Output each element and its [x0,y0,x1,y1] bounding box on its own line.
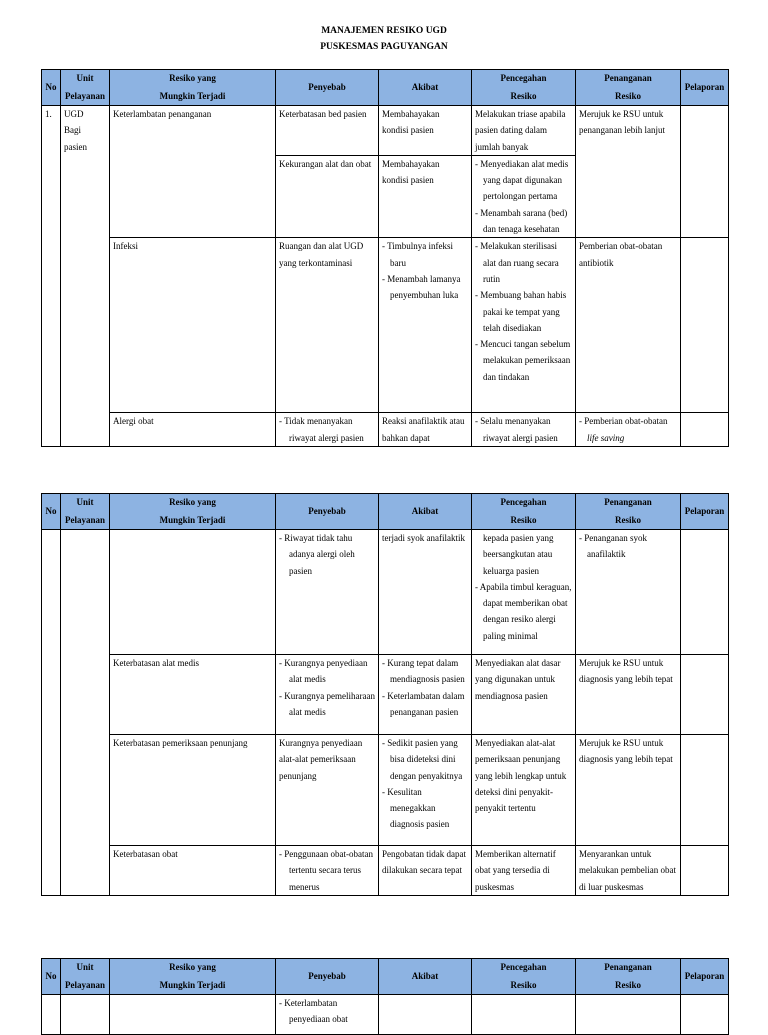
table-row [42,530,729,655]
cell-penyebab: - Penggunaan obat-obatan tertentu secara terus menerus [276,846,379,896]
header-penyebab: Penyebab [276,959,379,995]
cell-pelaporan [681,530,729,655]
cell-penyebab: - Riwayat tidak tahu adanya alergi oleh pasien [276,530,379,655]
table-row [42,995,729,1035]
header-resiko: Resiko yang Mungkin Terjadi [110,494,276,530]
cell-penanganan [576,995,681,1035]
cell-resiko: Keterlambatan penanganan [110,106,276,238]
cell-akibat: Membahayakan kondisi pasien [379,106,472,156]
header-resiko: Resiko yang Mungkin Terjadi [110,959,276,995]
cell-penyebab: - Keterlambatan penyediaan obat [276,995,379,1035]
table-row [42,655,729,735]
cell-resiko: Infeksi [110,238,276,413]
cell-resiko [110,530,276,655]
table-row [42,735,729,846]
header-penanganan: Penanganan Resiko [576,959,681,995]
cell-akibat: - Sedikit pasien yang bisa dideteksi dini dengan penyakitnya - Kesulitan menegakkan diagnosis pasien [379,735,472,846]
cell-akibat: - Timbulnya infeksi baru - Menambah lamanya penyembuhan luka [379,238,472,413]
cell-pencegahan: kepada pasien yang beersangkutan atau keluarga pasien - Apabila timbul keraguan, dapat memberikan obat dengan resiko alergi paling minimal [472,530,576,655]
cell-penanganan: Merujuk ke RSU untuk penanganan lebih lanjut [576,106,681,238]
cell-penyebab: - Tidak menanyakan riwayat alergi pasien [276,413,379,447]
header-pelaporan: Pelaporan [681,494,729,530]
risk-table-1 [41,69,729,447]
document-title: MANAJEMEN RESIKO UGD [321,26,447,36]
table-row [42,413,729,447]
cell-pelaporan [681,735,729,846]
cell-pencegahan: - Menyediakan alat medis yang dapat digunakan pertolongan pertama - Menambah sarana (bed) dan tenaga kesehatan [472,155,576,237]
table-header-row [42,959,729,995]
table-row [42,238,729,413]
table-header-row [42,494,729,530]
header-pencegahan: Pencegahan Resiko [472,494,576,530]
header-no: No [42,959,61,995]
cell-akibat: Reaksi anafilaktik atau bahkan dapat [379,413,472,447]
cell-penyebab: Keterbatasan bed pasien [276,106,379,156]
cell-no: 1. [42,106,61,447]
header-akibat: Akibat [379,494,472,530]
cell-penanganan: Menyarankan untuk melakukan pembelian obat di luar puskesmas [576,846,681,896]
cell-akibat: Pengobatan tidak dapat dilakukan secara tepat [379,846,472,896]
cell-no [42,995,61,1035]
table-header-row [42,70,729,106]
cell-penyebab: Kurangnya penyediaan alat-alat pemeriksaan penunjang [276,735,379,846]
header-unit: Unit Pelayanan [61,959,110,995]
cell-resiko: Keterbatasan pemeriksaan penunjang [110,735,276,846]
cell-akibat [379,995,472,1035]
document-subtitle: PUSKESMAS PAGUYANGAN [320,42,448,52]
header-unit: Unit Pelayanan [61,494,110,530]
header-unit: Unit Pelayanan [61,70,110,106]
cell-akibat: - Kurang tepat dalam mendiagnosis pasien - Keterlambatan dalam penanganan pasien [379,655,472,735]
header-no: No [42,70,61,106]
risk-table-2 [41,493,729,896]
cell-penanganan: Merujuk ke RSU untuk diagnosis yang lebih tepat [576,655,681,735]
cell-unit [61,995,110,1035]
cell-pelaporan [681,106,729,238]
header-pencegahan: Pencegahan Resiko [472,70,576,106]
cell-akibat: Membahayakan kondisi pasien [379,155,472,237]
cell-pencegahan: Melakukan triase apabila pasien dating dalam jumlah banyak [472,106,576,156]
cell-unit [61,530,110,896]
header-penanganan: Penanganan Resiko [576,70,681,106]
cell-unit: UGD Bagi pasien [61,106,110,447]
cell-penyebab: Kekurangan alat dan obat [276,155,379,237]
cell-penanganan: Pemberian obat-obatan antibiotik [576,238,681,413]
cell-pelaporan [681,846,729,896]
cell-no [42,530,61,896]
cell-penanganan: - Penanganan syok anafilaktik [576,530,681,655]
header-akibat: Akibat [379,959,472,995]
cell-pencegahan: - Selalu menanyakan riwayat alergi pasien [472,413,576,447]
table-row [42,106,729,156]
cell-penanganan: - Pemberian obat-obatan life saving [576,413,681,447]
header-pelaporan: Pelaporan [681,70,729,106]
cell-pencegahan: Menyediakan alat dasar yang digunakan untuk mendiagnosa pasien [472,655,576,735]
header-penyebab: Penyebab [276,494,379,530]
cell-pencegahan: Menyediakan alat-alat pemeriksaan penunjang yang lebih lengkap untuk deteksi dini penyakit-penyakit tertentu [472,735,576,846]
cell-pelaporan [681,995,729,1035]
cell-resiko: Keterbatasan obat [110,846,276,896]
cell-penyebab: Ruangan dan alat UGD yang terkontaminasi [276,238,379,413]
cell-resiko: Keterbatasan alat medis [110,655,276,735]
cell-pelaporan [681,655,729,735]
header-pelaporan: Pelaporan [681,959,729,995]
cell-penanganan: Merujuk ke RSU untuk diagnosis yang lebih tepat [576,735,681,846]
header-pencegahan: Pencegahan Resiko [472,959,576,995]
cell-resiko [110,995,276,1035]
risk-table-3 [41,958,729,1035]
cell-pencegahan: Memberikan alternatif obat yang tersedia di puskesmas [472,846,576,896]
header-penanganan: Penanganan Resiko [576,494,681,530]
header-resiko: Resiko yang Mungkin Terjadi [110,70,276,106]
table-row [42,846,729,896]
cell-pencegahan: - Melakukan sterilisasi alat dan ruang secara rutin - Membuang bahan habis pakai ke tempat yang telah disediakan - Mencuci tangan sebelum melakukan pemeriksaan dan tindakan [472,238,576,413]
cell-pelaporan [681,238,729,413]
header-no: No [42,494,61,530]
cell-pelaporan [681,413,729,447]
cell-penyebab: - Kurangnya penyediaan alat medis - Kurangnya pemeliharaan alat medis [276,655,379,735]
cell-pencegahan [472,995,576,1035]
header-penyebab: Penyebab [276,70,379,106]
header-akibat: Akibat [379,70,472,106]
cell-resiko: Alergi obat [110,413,276,447]
cell-akibat: terjadi syok anafilaktik [379,530,472,655]
